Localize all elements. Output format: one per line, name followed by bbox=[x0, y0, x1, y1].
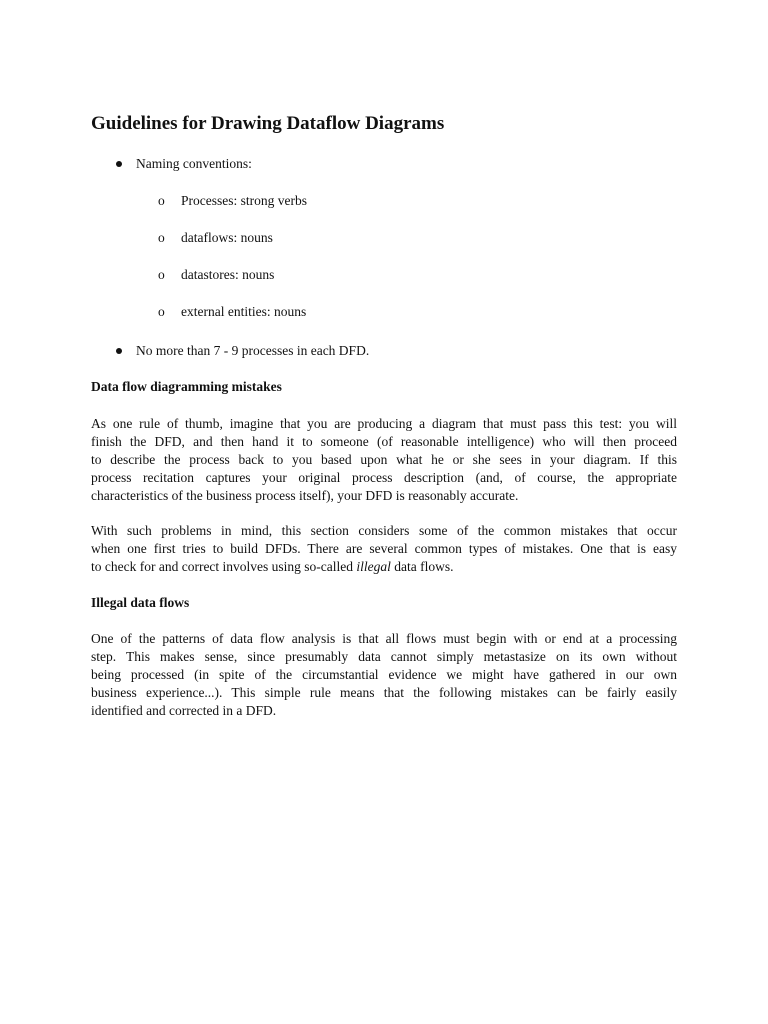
paragraph-text: to check for and correct involves using so-called bbox=[91, 559, 357, 574]
sub-item-text: dataflows: nouns bbox=[181, 230, 273, 245]
section-heading-illegal-flows: Illegal data flows bbox=[91, 595, 190, 610]
sub-bullet-marker: o bbox=[158, 304, 165, 319]
paragraph-line bbox=[91, 558, 677, 576]
sub-bullet-marker: o bbox=[158, 193, 165, 208]
paragraph-common-mistakes bbox=[91, 522, 677, 576]
sub-item-text: datastores: nouns bbox=[181, 267, 275, 282]
bullet-dot-icon bbox=[116, 161, 122, 167]
paragraph-line: With such problems in mind, this section considers some of the common mistakes that occur bbox=[91, 523, 677, 538]
paragraph-line: characteristics of the business process itself), your DFD is reasonably accurate. bbox=[91, 488, 519, 503]
paragraph-line: As one rule of thumb, imagine that you are producing a diagram that must pass this test: you will bbox=[91, 416, 677, 431]
paragraph-line: step. This makes sense, since presumably data cannot simply metastasize on its own without bbox=[91, 649, 677, 664]
bullet-text: Naming conventions: bbox=[136, 156, 252, 171]
paragraph-rule-of-thumb bbox=[91, 415, 677, 505]
paragraph-illegal-flows bbox=[91, 630, 677, 720]
paragraph-line: being processed (in spite of the circumstantial evidence we might have gathered in our own bbox=[91, 667, 677, 682]
paragraph-line: identified and corrected in a DFD. bbox=[91, 703, 277, 718]
sub-bullet-marker: o bbox=[158, 267, 165, 282]
sub-item-text: Processes: strong verbs bbox=[181, 193, 307, 208]
paragraph-line: when one first tries to build DFDs. There are several common types of mistakes. One that is easy bbox=[91, 541, 677, 556]
bullet-dot-icon bbox=[116, 348, 122, 354]
paragraph-text: data flows. bbox=[390, 559, 454, 574]
document-title: Guidelines for Drawing Dataflow Diagrams bbox=[91, 113, 445, 134]
paragraph-line: process recitation captures your original process description (and, of course, the appropriate bbox=[91, 470, 677, 485]
bullet-text: No more than 7 - 9 processes in each DFD. bbox=[136, 343, 370, 358]
sub-bullet-marker: o bbox=[158, 230, 165, 245]
paragraph-line: One of the patterns of data flow analysis is that all flows must begin with or end at a processing bbox=[91, 631, 677, 646]
section-heading-mistakes: Data flow diagramming mistakes bbox=[91, 379, 282, 394]
paragraph-line: to describe the process back to you based upon what he or she sees in your diagram. If this bbox=[91, 452, 677, 467]
sub-item-text: external entities: nouns bbox=[181, 304, 307, 319]
paragraph-line: business experience...). This simple rule means that the following mistakes can be fairly easily bbox=[91, 685, 677, 700]
paragraph-line: finish the DFD, and then hand it to someone (of reasonable intelligence) who will then proceed bbox=[91, 434, 677, 449]
italic-term: illegal bbox=[356, 559, 391, 574]
